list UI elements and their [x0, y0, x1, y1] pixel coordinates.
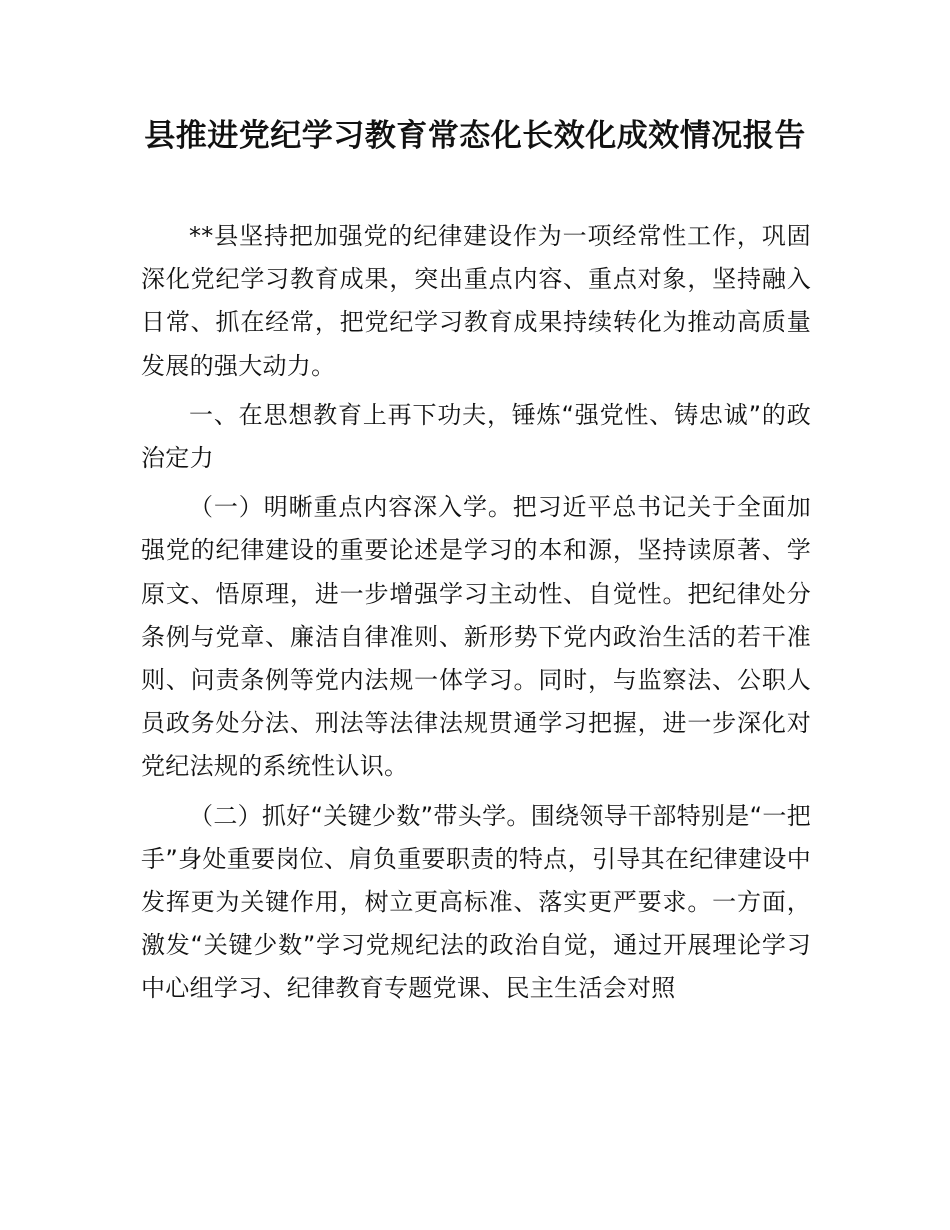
document-title: 县推进党纪学习教育常态化长效化成效情况报告	[144, 118, 806, 154]
document-body	[141, 215, 811, 1017]
subsection-paragraph-2: （二）抓好“关键少数”带头学。围绕领导干部特别是“一把手”身处重要岗位、肩负重要职责的特点，引导其在纪律建设中发挥更为关键作用，树立更高标准、落实更严要求。一方面，激发“关键少数”学习党规纪法的政治自觉，通过开展理论学习中心组学习、纪律教育专题党课、民主生活会对照	[141, 801, 811, 1003]
section-heading-1: 一、在思想教育上再下功夫，锤炼“强党性、铸忠诚”的政治定力	[141, 400, 811, 473]
subsection-paragraph-1: （一）明晰重点内容深入学。把习近平总书记关于全面加强党的纪律建设的重要论述是学习的本和源，坚持读原著、学原文、悟原理，进一步增强学习主动性、自觉性。把纪律处分条例与党章、廉洁自律准则、新形势下党内政治生活的若干准则、问责条例等党内法规一体学习。同时，与监察法、公职人员政务处分法、刑法等法律法规贯通学习把握，进一步深化对党纪法规的系统性认识。	[141, 493, 811, 781]
intro-paragraph: **县坚持把加强党的纪律建设作为一项经常性工作，巩固深化党纪学习教育成果，突出重点内容、重点对象，坚持融入日常、抓在经常，把党纪学习教育成果持续转化为推动高质量发展的强大动力。	[141, 222, 811, 380]
